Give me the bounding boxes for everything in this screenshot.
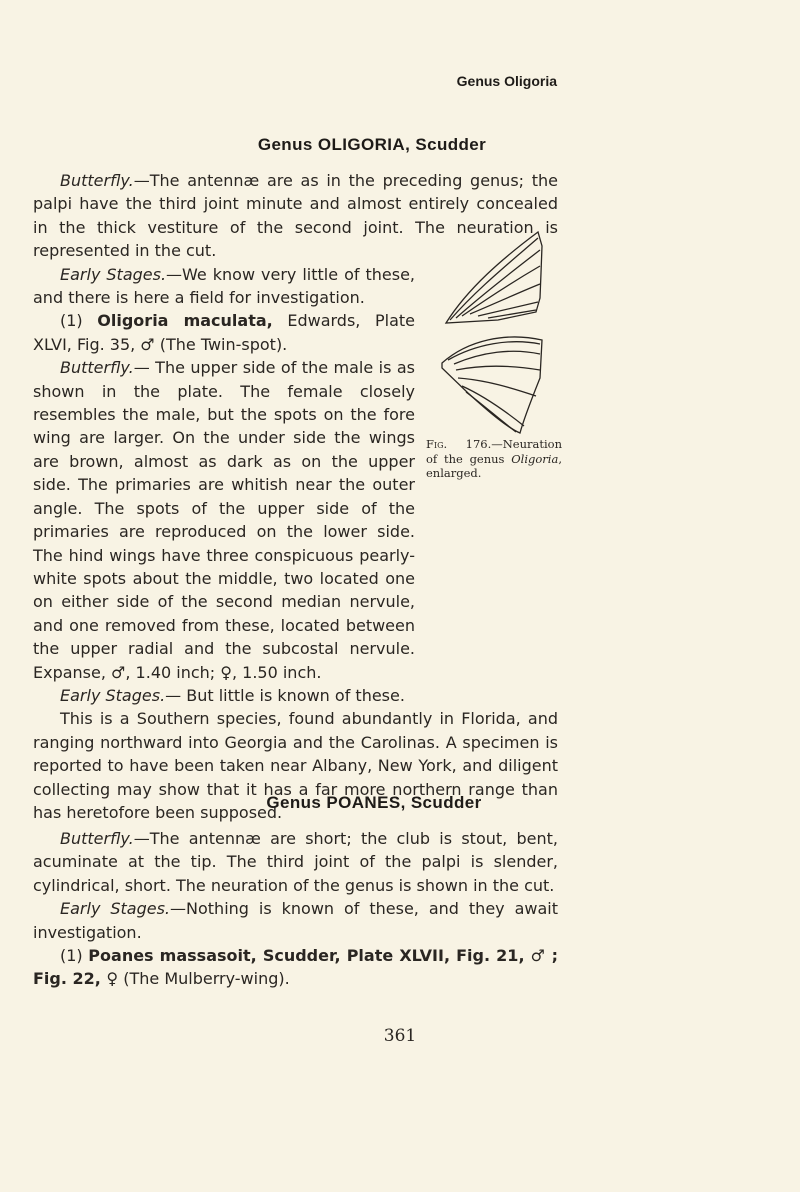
page-number: 361 — [383, 1026, 417, 1046]
section-title-poanes: Genus POANES, Scudder — [266, 793, 482, 812]
paragraph-lead: Butterfly. — [60, 829, 134, 848]
paragraph-lead: Butterfly. — [60, 358, 134, 378]
species-reference: Edwards, Plate XLVI, Fig. 35, ♂ (The Twin-spot). — [33, 311, 415, 354]
species-reference: (The Mulberry-wing). — [118, 969, 290, 989]
caption-figure-number: Fig. 176. — [426, 437, 492, 451]
caption-end: , enlarged. — [426, 451, 562, 480]
paragraph-lead: Butterfly. — [60, 171, 134, 190]
paragraph-text: — The upper side of the male is as shown in the plate. The female closely resembles the male, but the spots on the fore wing are larger. On the under side the wings are brown, almost as dark as on the upper side. The primaries are whitish near the outer angle. The spots of the upper side of the primaries are reproduced on the lower side. The hind wings have three conspicuous pearly-white spots about the middle, two located one on either side of the second median nervule, and one removed from these, located between the upper radial and the subcostal nervule. Expanse, ♂, 1.40 inch; ♀, 1.50 inch. — [33, 358, 415, 682]
paragraph — [33, 827, 558, 897]
caption-genus: Oligoria — [511, 451, 559, 466]
narrow-column — [33, 263, 415, 357]
paragraph-text: — But little is known of these. — [165, 685, 405, 705]
species-heading — [33, 944, 558, 991]
running-head: Genus Oligoria — [456, 73, 557, 89]
species-number: (1) — [60, 311, 98, 331]
section-body-poanes — [33, 827, 558, 991]
paragraph-text: —We know very little of these, and there is here a field for investigation. — [33, 264, 415, 308]
paragraph: This is a Southern species, found abundantly in Florida, and ranging northward into Georgia and the Carolinas. A specimen is reported to have been taken near Albany, New York, and diligent collecting may show that it has a far more northern range than has heretofore been supposed. — [33, 709, 558, 822]
species-name: Oligoria maculata, — [97, 311, 273, 331]
paragraph — [33, 356, 415, 684]
paragraph-lead: Early Stages. — [60, 685, 166, 705]
caption-text: —Neuration of the genus — [426, 437, 562, 466]
species-name: Poanes massasoit, Scudder, Plate XLVII, Fig. 21, ♂ ; Fig. 22, ♀ — [33, 946, 559, 989]
paragraph-text: —The antennæ are short; the club is stout, bent, acuminate at the tip. The third joint of the palpi is slender, cylindrical, short. The neuration of the genus is shown in the cut. — [33, 829, 558, 895]
paragraph — [33, 684, 558, 707]
section-title-oligoria: Genus OLIGORIA, Scudder — [257, 135, 487, 154]
wing-neuration-figure — [428, 228, 563, 438]
paragraph-lead: Early Stages. — [60, 264, 167, 284]
species-number: (1) — [60, 946, 89, 966]
paragraph-text: —Nothing is known of these, and they await investigation. — [33, 899, 558, 942]
paragraph-lead: Early Stages. — [60, 899, 171, 919]
paragraph — [33, 263, 415, 310]
species-heading — [33, 309, 415, 356]
paragraph-text: —The antennæ are as in the preceding genus; the palpi have the third joint minute and almost entirely concealed in the thick vestiture of the second joint. The neuration is represented in the cut. — [33, 171, 558, 261]
figure-caption — [426, 437, 562, 481]
paragraph — [33, 897, 558, 944]
